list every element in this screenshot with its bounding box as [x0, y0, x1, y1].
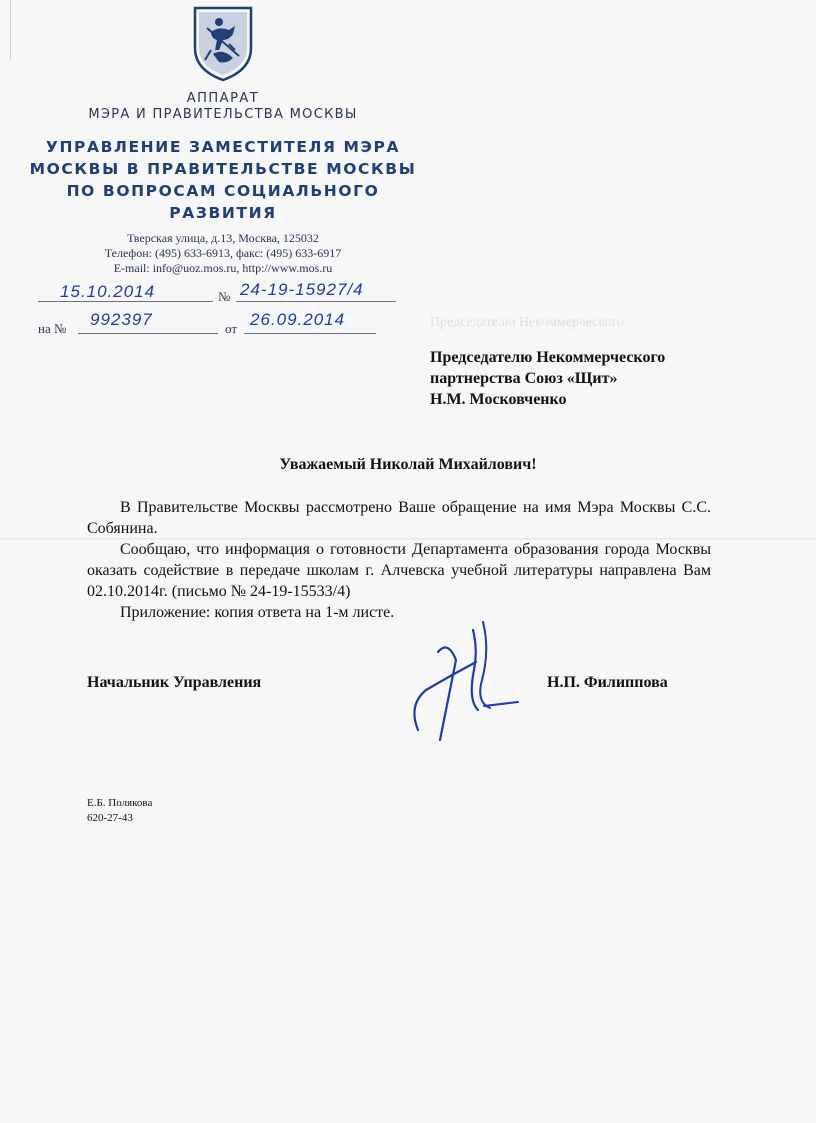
signatory-name: Н.П. Филиппова — [547, 674, 668, 691]
salutation: Уважаемый Николай Михайлович! — [279, 456, 537, 473]
letterhead-phone: Телефон: (495) 633-6913, факс: (495) 633-6917 — [104, 246, 342, 260]
department-line: УПРАВЛЕНИЕ ЗАМЕСТИТЕЛЯ МЭРА — [45, 138, 401, 156]
number-underline — [236, 300, 396, 302]
letterhead-department — [0, 136, 446, 224]
executor-phone: 620-27-43 — [87, 812, 133, 824]
letter-body — [87, 497, 711, 623]
department-line: МОСКВЫ В ПРАВИТЕЛЬСТВЕ МОСКВЫ — [29, 160, 417, 178]
from-label: от — [225, 321, 238, 336]
letterhead-contacts — [0, 231, 446, 276]
letterhead-apparat: АППАРАТ — [186, 91, 260, 106]
signatory-title: Начальник Управления — [87, 674, 262, 691]
in-reply-number: 992397 — [90, 310, 153, 329]
letterhead-mayor-government: МЭРА И ПРАВИТЕЛЬСТВА МОСКВЫ — [88, 107, 358, 122]
reply-date-underline — [244, 332, 376, 334]
in-reply-date: 26.09.2014 — [250, 310, 346, 329]
paper-edge — [0, 0, 11, 60]
handwritten-signature-icon — [378, 610, 528, 750]
moscow-coat-of-arms-icon — [189, 4, 257, 82]
letterhead-email: E-mail: info@uoz.mos.ru, http://www.mos.ru — [113, 261, 333, 275]
body-paragraph: Сообщаю, что информация о готовности Департамента образования города Москвы оказать содействие в передаче школам г. Алчевска учебной литературы направлена Вам 02.10.2014г. (письмо № 24-19-15533/4) — [87, 541, 711, 600]
executor-name: Е.Б. Полякова — [87, 797, 153, 809]
addressee-line: Председателю Некоммерческого — [430, 349, 666, 366]
addressee-line: партнерства Союз «Щит» — [430, 370, 618, 387]
body-paragraph: В Правительстве Москвы рассмотрено Ваше обращение на имя Мэра Москвы С.С. Собянина. — [87, 499, 711, 537]
letterhead-address: Тверская улица, д.13, Москва, 125032 — [127, 231, 319, 245]
addressee-line: Н.М. Московченко — [430, 391, 567, 408]
registration-number-label: № — [218, 289, 231, 304]
in-reply-label: на № — [38, 321, 67, 336]
department-line: РАЗВИТИЯ — [169, 204, 277, 222]
executor-block — [87, 796, 152, 826]
reply-number-underline — [78, 332, 218, 334]
registration-number: 24-19-15927/4 — [240, 280, 364, 299]
registration-date: 15.10.2014 — [60, 282, 156, 301]
attachment-note: Приложение: копия ответа на 1-м листе. — [120, 604, 395, 621]
addressee-block — [430, 347, 665, 410]
department-line: ПО ВОПРОСАМ СОЦИАЛЬНОГО — [66, 182, 380, 200]
show-through-text: Председателю Некоммерческого — [430, 315, 624, 330]
